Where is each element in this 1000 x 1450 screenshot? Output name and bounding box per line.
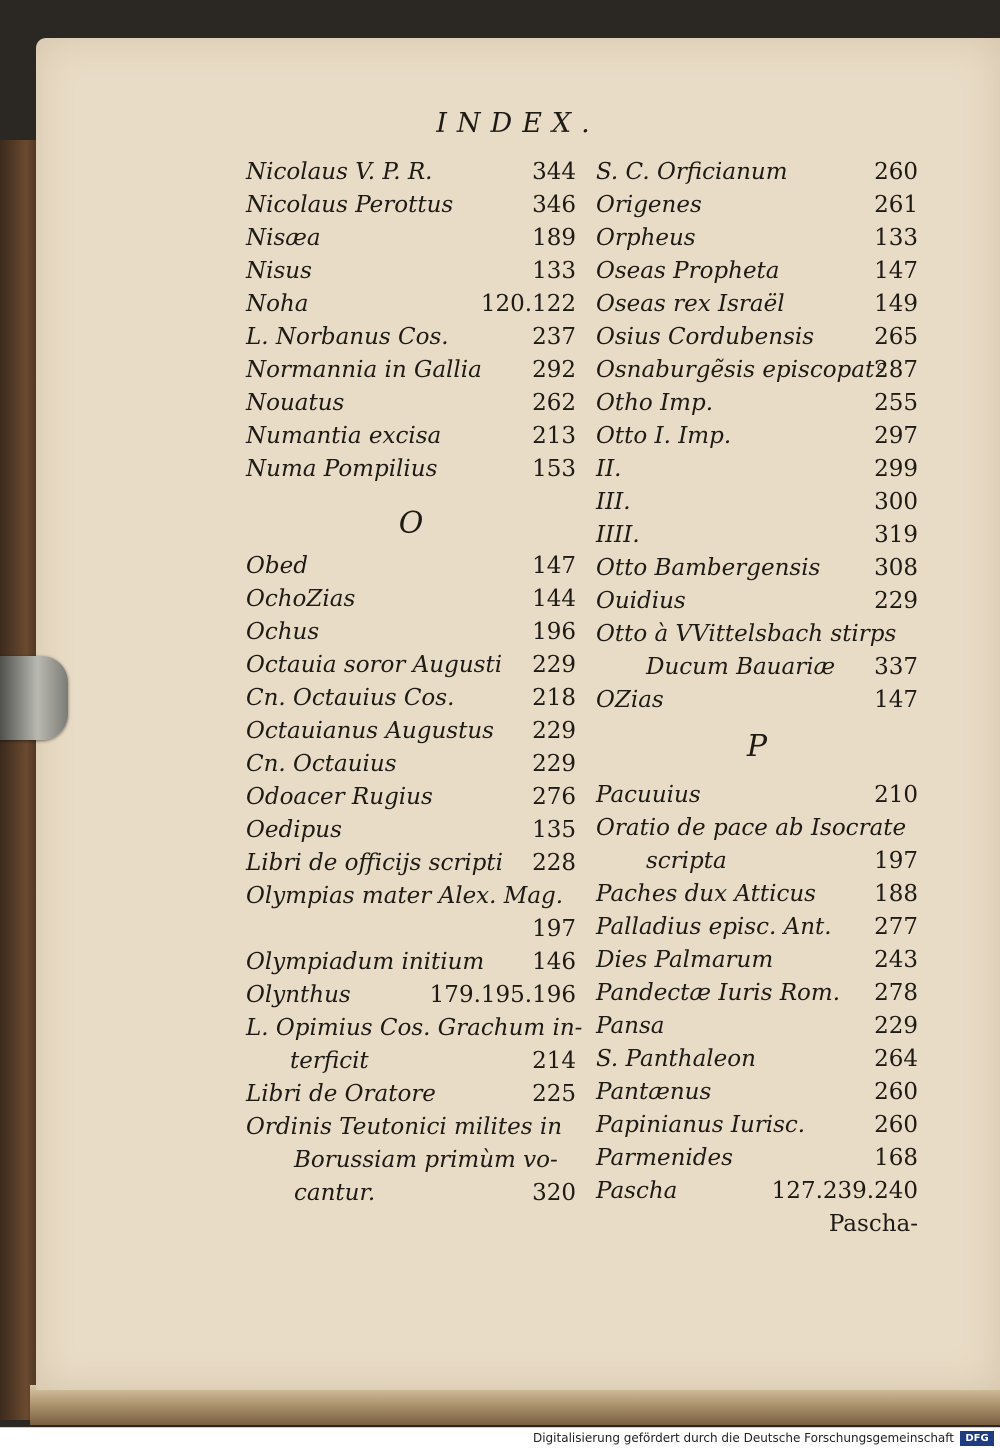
index-term: Octauia soror Augusti	[246, 652, 503, 678]
page-number: 144	[532, 586, 576, 612]
index-entry	[596, 977, 918, 1010]
index-term: L. Norbanus Cos.	[246, 324, 449, 350]
index-term: Pantænus	[596, 1079, 712, 1105]
book-page	[36, 38, 1000, 1390]
page-number: 278	[874, 980, 918, 1006]
page-number: 308	[874, 555, 918, 581]
index-entry	[246, 387, 576, 420]
index-term: Oseas rex Israël	[596, 291, 785, 317]
index-entry	[596, 420, 918, 453]
index-entry	[596, 1109, 918, 1142]
index-term: S. C. Orficianum	[596, 159, 788, 185]
index-entry	[596, 1175, 918, 1208]
page-number: 276	[532, 784, 576, 810]
page-number: 197	[874, 848, 918, 874]
index-entry	[246, 156, 576, 189]
index-term: cantur.	[294, 1180, 376, 1206]
index-term: II.	[596, 456, 622, 482]
section-letter: O	[398, 506, 424, 541]
page-number: 261	[874, 192, 918, 218]
page-number: 214	[532, 1048, 576, 1074]
index-term: Olympiadum initium	[246, 949, 485, 975]
index-term: Parmenides	[596, 1145, 733, 1171]
section-letter: P	[746, 729, 768, 764]
index-entry	[596, 453, 918, 486]
page-header: INDEX.	[436, 108, 600, 139]
page-number: 147	[874, 258, 918, 284]
index-entry	[246, 781, 576, 814]
index-term: Osius Cordubensis	[596, 324, 815, 350]
index-entry	[596, 222, 918, 255]
index-entry	[596, 321, 918, 354]
index-term: Paches dux Atticus	[596, 881, 816, 907]
index-term: Nisæa	[246, 225, 321, 251]
index-term: Nicolaus Perottus	[246, 192, 454, 218]
page-number: 229	[532, 718, 576, 744]
index-term: Ordinis Teutonici milites in	[246, 1114, 563, 1140]
index-term: Pandectæ Iuris Rom.	[596, 980, 841, 1006]
page-number: 188	[874, 881, 918, 907]
index-term: Odoacer Rugius	[246, 784, 433, 810]
index-term: Libri de Oratore	[246, 1081, 436, 1107]
page-number: 297	[874, 423, 918, 449]
index-term: Octauianus Augustus	[246, 718, 494, 744]
index-entry	[246, 748, 576, 781]
page-number: 127.239.240	[771, 1178, 918, 1204]
index-entry	[246, 1177, 576, 1210]
index-entry	[596, 684, 918, 717]
index-entry	[596, 354, 918, 387]
index-entry	[246, 550, 576, 583]
page-number: 287	[874, 357, 918, 383]
page-number: 265	[874, 324, 918, 350]
index-entry	[596, 911, 918, 944]
page-number: 147	[874, 687, 918, 713]
page-number: 147	[532, 553, 576, 579]
page-number: 225	[532, 1081, 576, 1107]
index-term: Oseas Propheta	[596, 258, 780, 284]
index-term: Noha	[246, 291, 309, 317]
index-entry	[246, 682, 576, 715]
page-number: 133	[532, 258, 576, 284]
index-term: III.	[596, 489, 631, 515]
index-entry	[246, 814, 576, 847]
page-number: 229	[874, 1013, 918, 1039]
index-term: Libri de officijs scripti	[246, 850, 503, 876]
index-entry	[246, 616, 576, 649]
index-term: Palladius episc. Ant.	[596, 914, 832, 940]
index-term: Otto à VVittelsbach stirps	[596, 621, 897, 647]
page-number: 264	[874, 1046, 918, 1072]
index-entry	[246, 222, 576, 255]
page-number: 300	[874, 489, 918, 515]
index-entry	[596, 387, 918, 420]
page-number: 344	[532, 159, 576, 185]
index-entry	[246, 420, 576, 453]
page-number: 237	[532, 324, 576, 350]
index-entry	[246, 847, 576, 880]
index-entry	[596, 618, 918, 651]
index-entry	[596, 779, 918, 812]
page-number: 320	[532, 1180, 576, 1206]
page-number: Pascha-	[828, 1211, 918, 1237]
page-number: 213	[532, 423, 576, 449]
page-number: 255	[874, 390, 918, 416]
page-number: 179.195.196	[429, 982, 576, 1008]
page-number: 210	[874, 782, 918, 808]
index-term: Olympias mater Alex. Mag.	[246, 883, 564, 909]
index-entry	[246, 1078, 576, 1111]
index-term: IIII.	[596, 522, 640, 548]
page-number: 229	[874, 588, 918, 614]
index-entry	[596, 1043, 918, 1076]
index-term: Ouidius	[596, 588, 686, 614]
index-entry	[596, 519, 918, 552]
page-number: 196	[532, 619, 576, 645]
index-term: Oedipus	[246, 817, 342, 843]
index-entry	[596, 878, 918, 911]
page-number: 346	[532, 192, 576, 218]
index-entry	[596, 1208, 918, 1241]
page-number: 153	[532, 456, 576, 482]
page-number: 149	[874, 291, 918, 317]
index-entry	[596, 552, 918, 585]
index-term: Otho Imp.	[596, 390, 713, 416]
index-term: Orpheus	[596, 225, 696, 251]
index-entry	[246, 715, 576, 748]
index-term: Nisus	[246, 258, 312, 284]
page-number: 299	[874, 456, 918, 482]
index-term: Nouatus	[246, 390, 345, 416]
page-number: 168	[874, 1145, 918, 1171]
index-term: Numa Pompilius	[246, 456, 438, 482]
index-entry	[596, 1076, 918, 1109]
index-entry	[246, 1144, 576, 1177]
index-entry	[596, 189, 918, 222]
index-entry	[246, 946, 576, 979]
index-term: Nicolaus V. P. R.	[246, 159, 433, 185]
page-number: 277	[874, 914, 918, 940]
index-entry	[596, 944, 918, 977]
index-entry	[246, 880, 576, 913]
index-entry	[596, 651, 918, 684]
index-term: Otto Bambergensis	[596, 555, 821, 581]
index-entry	[246, 354, 576, 387]
index-entry	[596, 1142, 918, 1175]
index-term: terficit	[290, 1048, 369, 1074]
page-number: 337	[874, 654, 918, 680]
page-number: 292	[532, 357, 576, 383]
index-entry	[246, 453, 576, 486]
index-term: Pacuuius	[596, 782, 701, 808]
index-term: Dies Palmarum	[596, 947, 774, 973]
index-column-left	[246, 156, 583, 1210]
index-entry	[246, 1045, 576, 1078]
page-number: 133	[874, 225, 918, 251]
page-number: 146	[532, 949, 576, 975]
index-term: Pansa	[596, 1013, 665, 1039]
index-term: Cn. Octauius	[246, 751, 397, 777]
page-number: 260	[874, 1079, 918, 1105]
index-entry	[246, 288, 576, 321]
index-term: OchoZias	[246, 586, 356, 612]
index-entry	[596, 156, 918, 189]
index-term: Osnaburgẽsis episcopatꝰ	[596, 357, 884, 383]
index-entry	[596, 812, 918, 845]
index-entry	[246, 189, 576, 222]
page-number: 260	[874, 1112, 918, 1138]
page-number: 120.122	[480, 291, 576, 317]
page-number: 262	[532, 390, 576, 416]
index-term: Numantia excisa	[246, 423, 442, 449]
index-term: Obed	[246, 553, 308, 579]
index-term: L. Opimius Cos. Grachum in-	[246, 1015, 583, 1041]
index-entry	[596, 1010, 918, 1043]
index-entry	[596, 255, 918, 288]
index-entry	[246, 583, 576, 616]
index-entry	[596, 585, 918, 618]
page-number: 260	[874, 159, 918, 185]
page-number: 229	[532, 751, 576, 777]
index-term: Olynthus	[246, 982, 351, 1008]
index-term: Borussiam primùm vo-	[294, 1147, 558, 1173]
page-number: 189	[532, 225, 576, 251]
index-entry	[246, 1012, 583, 1045]
index-term: Oratio de pace ab Isocrate	[596, 815, 907, 841]
footer-credit: Digitalisierung gefördert durch die Deutsche Forschungsgemeinschaft	[532, 1431, 954, 1445]
index-term: Normannia in Gallia	[246, 357, 482, 383]
index-entry	[246, 979, 576, 1012]
index-entry	[596, 486, 918, 519]
page-clip	[0, 656, 68, 740]
index-term: Ducum Bauariæ	[646, 654, 836, 680]
index-term: Origenes	[596, 192, 702, 218]
index-entry	[596, 845, 918, 878]
index-term: Papinianus Iurisc.	[596, 1112, 806, 1138]
index-entry	[596, 288, 918, 321]
index-term: Cn. Octauius Cos.	[246, 685, 455, 711]
footer-bar	[0, 1427, 1000, 1450]
page-number: 228	[532, 850, 576, 876]
page-number: 218	[532, 685, 576, 711]
index-entry	[246, 649, 576, 682]
page-number: 197	[532, 916, 576, 942]
index-term: S. Panthaleon	[596, 1046, 756, 1072]
index-column-right	[596, 156, 918, 1241]
index-term: Otto I. Imp.	[596, 423, 732, 449]
index-term: scripta	[646, 848, 727, 874]
dfg-logo: DFG	[960, 1431, 994, 1446]
book-page-edges	[30, 1385, 1000, 1425]
page-number: 229	[532, 652, 576, 678]
index-entry	[246, 321, 576, 354]
page-number: 243	[874, 947, 918, 973]
page-number: 135	[532, 817, 576, 843]
index-term: OZias	[596, 687, 664, 713]
index-term: Pascha	[596, 1178, 678, 1204]
index-entry	[246, 913, 576, 946]
index-entry	[246, 1111, 576, 1144]
index-term: Ochus	[246, 619, 320, 645]
page-number: 319	[874, 522, 918, 548]
index-entry	[246, 255, 576, 288]
